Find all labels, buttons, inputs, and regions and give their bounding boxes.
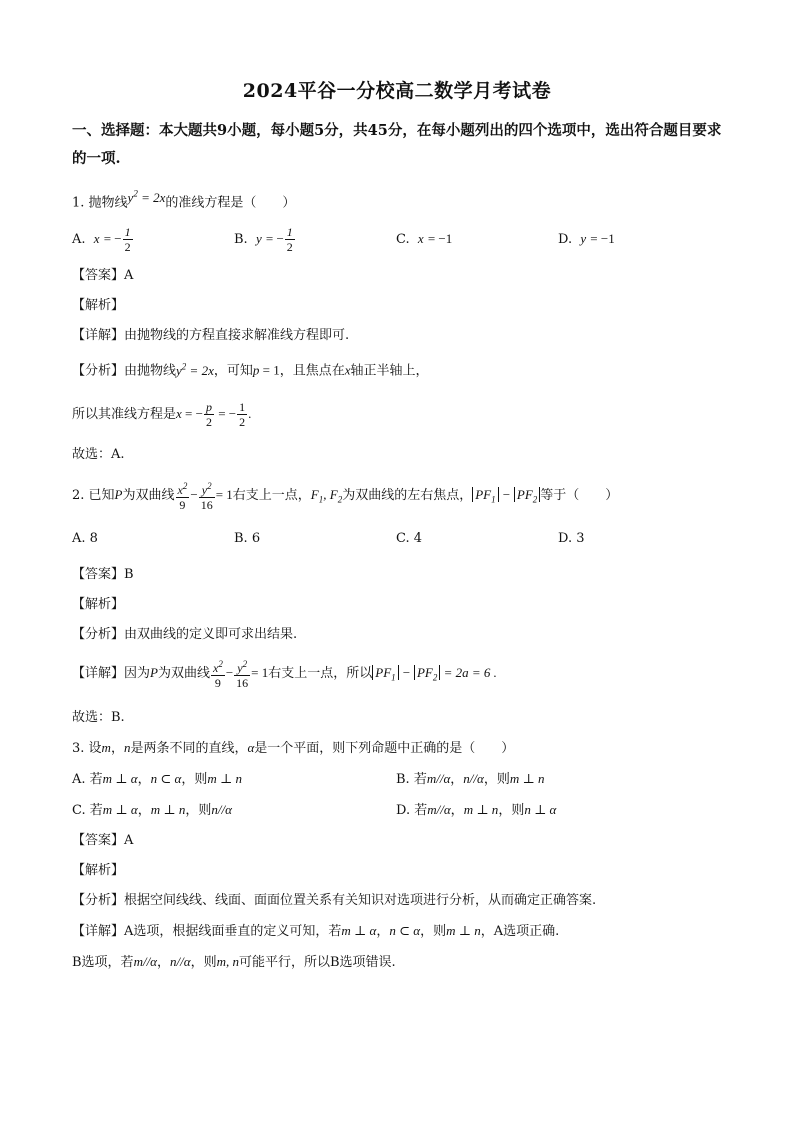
q1-option-b: B. y = − $\frac{1}{2}$ (234, 225, 293, 255)
q1-fenxi: 【分析】由抛物线$y^2 = 2x$，可知p = 1，且焦点在x轴正半轴上， (72, 361, 429, 379)
q3-options-row1 (72, 768, 722, 791)
q3-answer: 【答案】A (72, 832, 134, 848)
q1-answer: 【答案】A (72, 268, 134, 284)
q1-conclusion: 所以其准线方程是x = − $\frac{p}{2}$ = − $\frac{1}{2}$ . (72, 399, 252, 429)
q2-guxuan: 故选：B. (72, 709, 125, 725)
q1-options (72, 222, 722, 257)
q3-option-b: B. 若m//α，n//α，则m ⊥ n (396, 770, 545, 787)
q3-option-a: A. 若m ⊥ α，n ⊂ α，则m ⊥ n (72, 770, 242, 787)
page-title: 2024平谷一分校高二数学月考试卷 (242, 80, 552, 102)
q2-option-b: B. 6 (234, 531, 261, 547)
q1-jiexi: 【解析】 (72, 298, 125, 314)
q2-fenxi: 【分析】由双曲线的定义即可求出结果. (72, 627, 298, 643)
q1-xiangjie: 【详解】由抛物线的方程直接求解准线方程即可. (72, 328, 350, 344)
q1-guxuan: 故选：A. (72, 446, 125, 462)
q3-xiangjie: 【详解】A选项，根据线面垂直的定义可知，若m ⊥ α，n ⊂ α，则m ⊥ n，A选项正确. (72, 922, 560, 939)
q1-option-c: C. x = −1 (396, 231, 453, 248)
q3-b-line: B选项，若m//α，n//α，则m, n可能平行，所以B选项错误. (72, 953, 396, 970)
q2-jiexi: 【解析】 (72, 597, 125, 613)
q2-option-c: C. 4 (396, 531, 423, 547)
q1-option-a: A. x = − $\frac{1}{2}$ (72, 225, 131, 255)
exam-page (72, 60, 722, 982)
q3-jiexi: 【解析】 (72, 862, 125, 878)
q2-answer: 【答案】B (72, 567, 134, 583)
q3-fenxi: 【分析】根据空间线线、线面、面面位置关系有关知识对选项进行分析，从而确定正确答案. (72, 892, 597, 908)
q1-option-d: D. y = −1 (558, 231, 615, 248)
q2-options (72, 522, 722, 556)
q2-stem: 2. 已知P为双曲线 $\frac{x^2}{9}$ − $\frac{y^2}{16}$ = 1右支上一点，$F_1$, $F_2$为双曲线的左右焦点， $PF_1 - PF_2$ 等于（ ） (72, 480, 619, 512)
q2-xiangjie: 【详解】因为P为双曲线 $\frac{x^2}{9}$ − $\frac{y^2}{16}$ = 1右支上一点，所以 $PF_1 - PF_2 = 2a = 6$ . (72, 659, 497, 691)
q3-option-d: D. 若m//α，m ⊥ n，则n ⊥ α (396, 801, 557, 818)
q1-stem: 1. 抛物线$y^2 = 2x$的准线方程是（ ） (72, 189, 296, 211)
q3-option-c: C. 若m ⊥ α，m ⊥ n，则n//α (72, 801, 232, 818)
q2-option-d: D. 3 (558, 531, 585, 547)
q3-stem: 3. 设m，n是两条不同的直线，α是一个平面，则下列命题中正确的是（ ） (72, 739, 515, 756)
q2-option-a: A. 8 (72, 531, 98, 547)
section-header: 一、选择题：本大题共9小题，每小题5分，共45分，在每小题列出的四个选项中，选出符合题目要求的一项. (72, 122, 722, 167)
q3-options-row2 (72, 799, 722, 822)
